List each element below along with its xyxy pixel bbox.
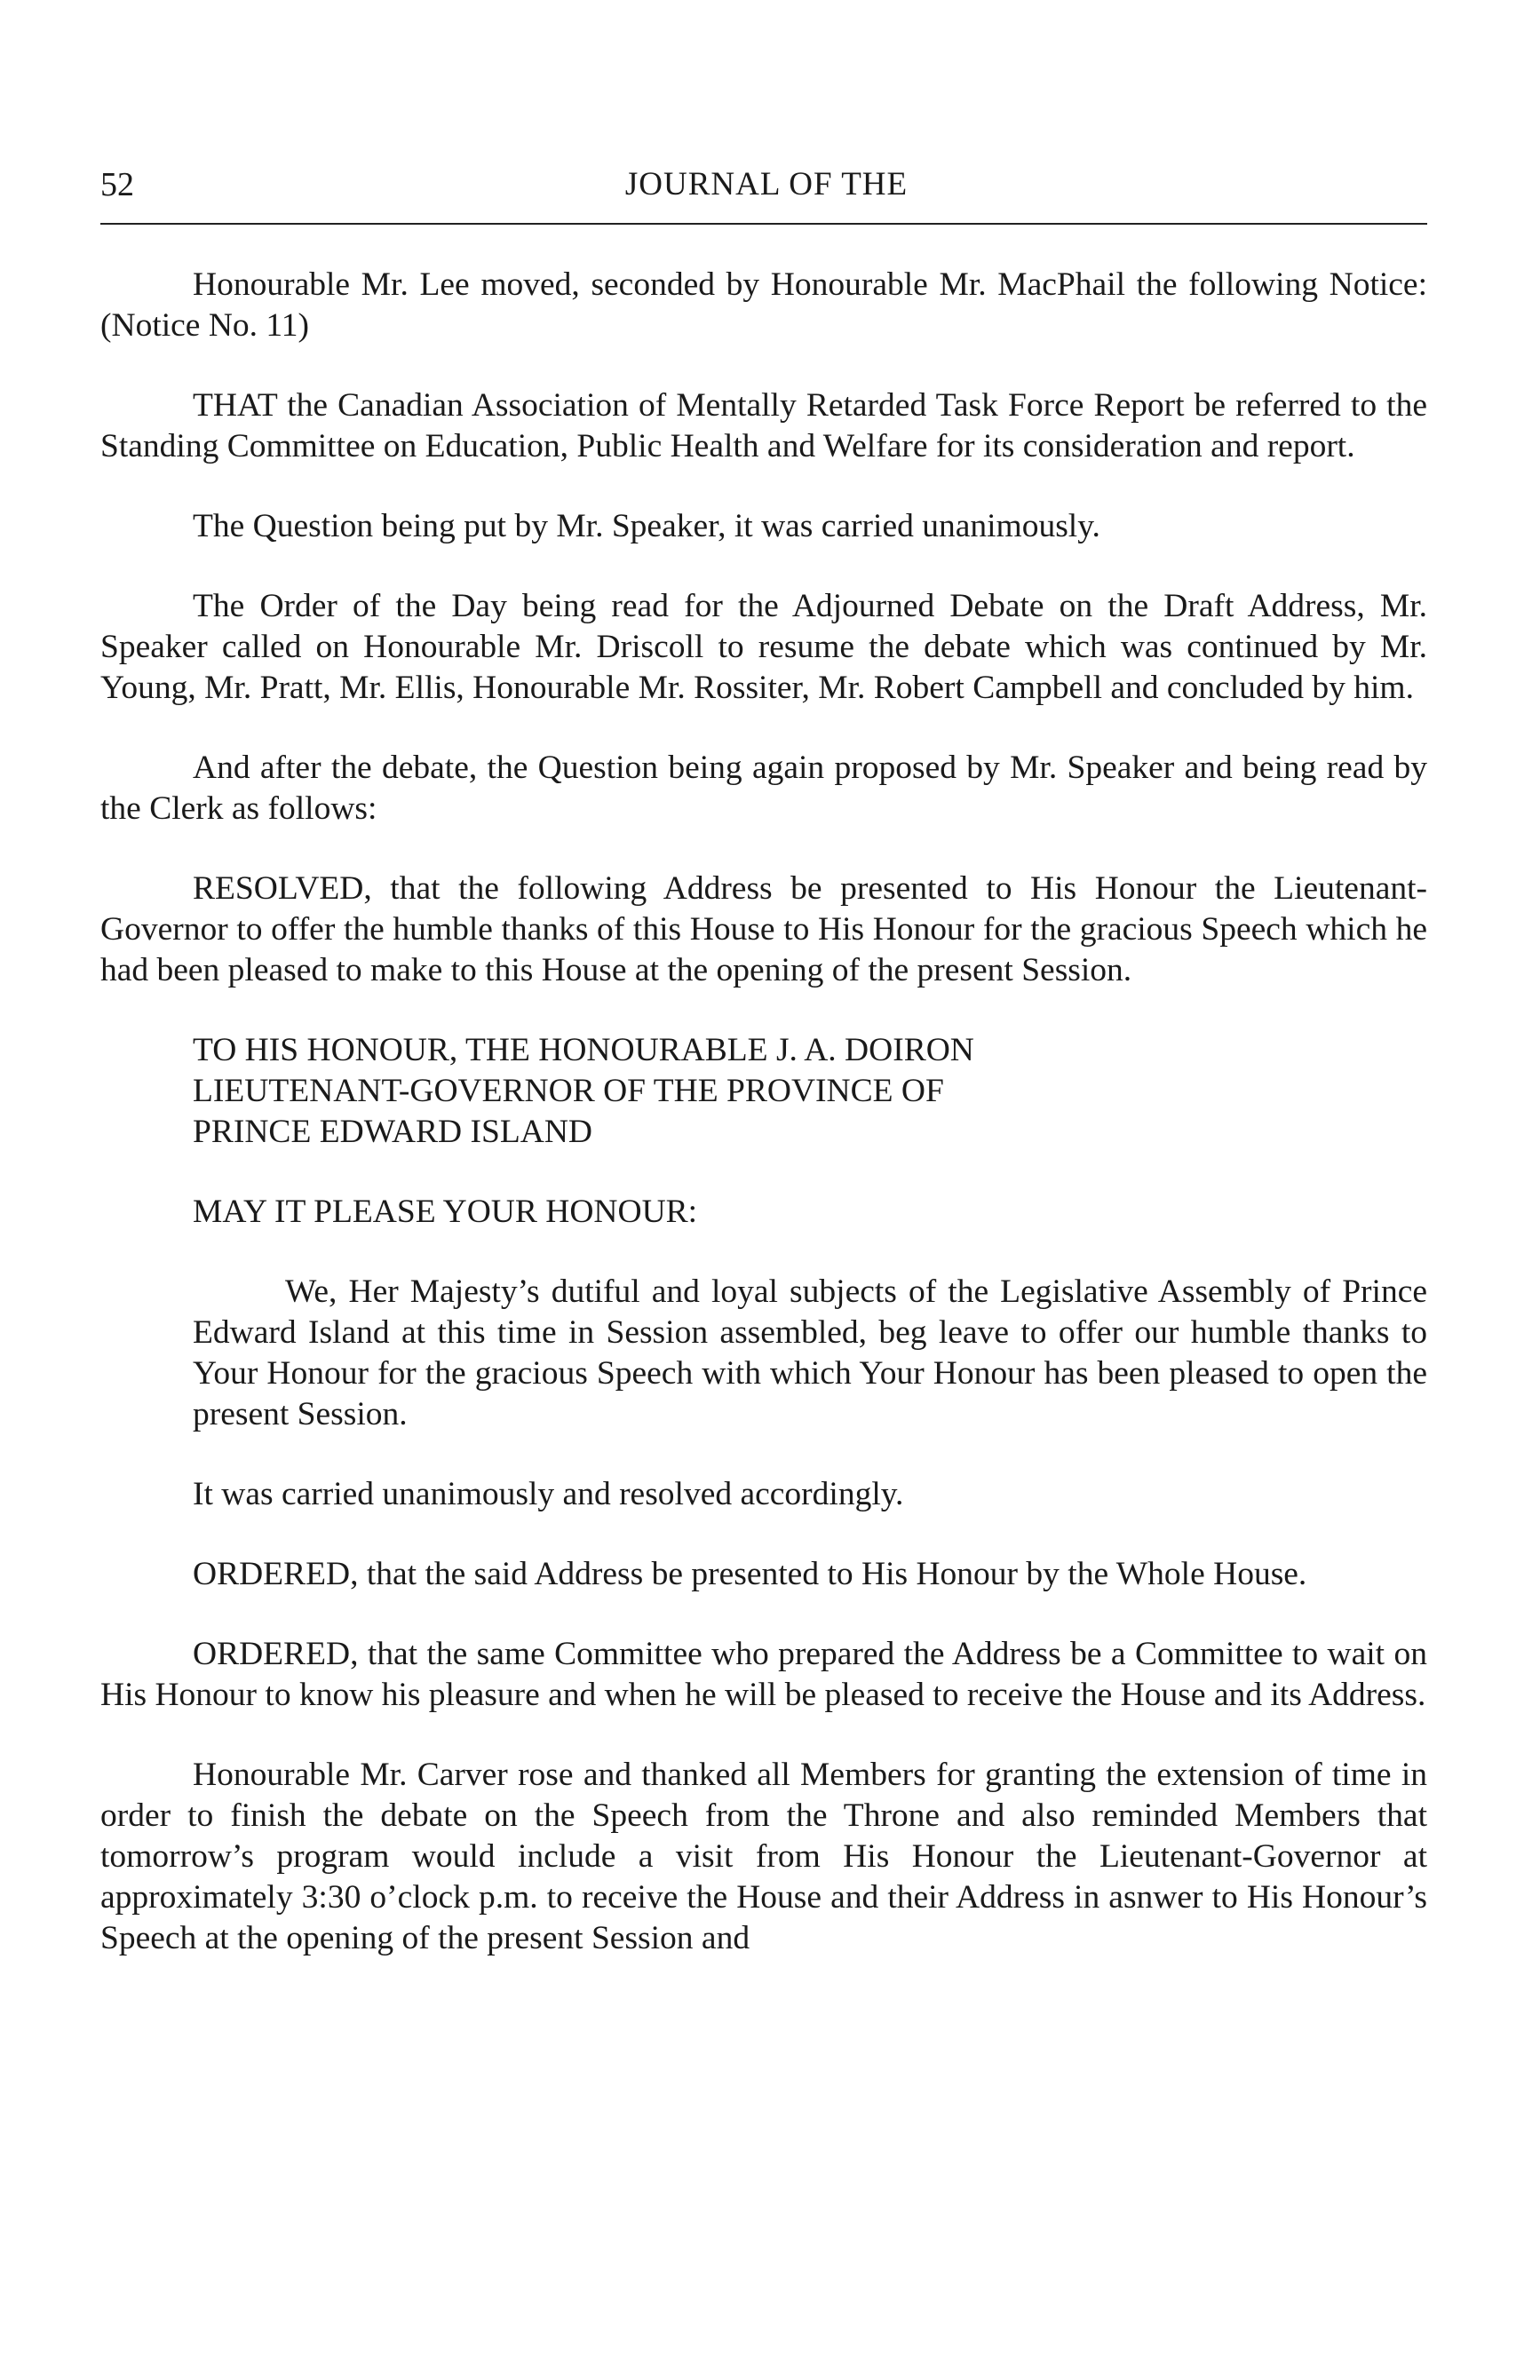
header-rule xyxy=(100,223,1427,225)
salutation: MAY IT PLEASE YOUR HONOUR: xyxy=(193,1194,698,1230)
ordered-committee-paragraph: ORDERED, that the same Committee who prepared the Address be a Committee to wait on His Honour to know his pleasure and when he will be pleased to receive the House and its Address. xyxy=(100,1636,1427,1713)
page-header xyxy=(100,158,1433,211)
motion-paragraph: THAT the Canadian Association of Mentally Retarded Task Force Report be referred to the Standing Committee on Education, Public Health and Welfare for its consideration and report. xyxy=(100,387,1427,464)
resolved-paragraph: RESOLVED, that the following Address be presented to His Honour the Lieutenant-Governor to offer the humble thanks of this House to His Honour for the gracious Speech which he had been pleased to make to this House at the opening of the present Session. xyxy=(100,870,1427,988)
journal-body xyxy=(100,265,1427,1998)
page-number: 52 xyxy=(100,166,134,203)
address-heading-line: PRINCE EDWARD ISLAND xyxy=(193,1114,592,1150)
notice-paragraph: Honourable Mr. Lee moved, seconded by Honourable Mr. MacPhail the following Notice: (Notice No. 11) xyxy=(100,266,1427,344)
ordered-paragraph: ORDERED, that the said Address be presented to His Honour by the Whole House. xyxy=(193,1556,1307,1592)
address-heading xyxy=(193,1030,1427,1153)
carried-paragraph: It was carried unanimously and resolved accordingly. xyxy=(193,1476,904,1512)
address-body-paragraph: We, Her Majesty’s dutiful and loyal subjects of the Legislative Assembly of Prince Edward Island at this time in Session assembled, beg leave to offer our humble thanks to Your Honour for the gracious Speech with which Your Honour has been pleased to open the present Session. xyxy=(193,1273,1427,1432)
running-head: JOURNAL OF THE xyxy=(624,166,909,202)
address-heading-line: LIEUTENANT-GOVERNOR OF THE PROVINCE OF xyxy=(193,1073,944,1109)
after-debate-paragraph: And after the debate, the Question being again proposed by Mr. Speaker and being read by the Clerk as follows: xyxy=(100,750,1427,827)
address-heading-line: TO HIS HONOUR, THE HONOURABLE J. A. DOIRON xyxy=(193,1032,974,1068)
carver-paragraph: Honourable Mr. Carver rose and thanked all Members for granting the extension of time in order to finish the debate on the Speech from the Throne and also reminded Members that tomorrow’s program would include a visit from His Honour the Lieutenant-Governor at approximately 3:30 o’clock p.m. to receive the House and their Address in asnwer to His Honour’s Speech at the opening of the present Session and xyxy=(100,1757,1427,1956)
order-of-day-paragraph: The Order of the Day being read for the Adjourned Debate on the Draft Address, Mr. Speaker called on Honourable Mr. Driscoll to resume the debate which was continued by Mr. Young, Mr. Pratt, Mr. Ellis, Honourable Mr. Rossiter, Mr. Robert Campbell and concluded by him. xyxy=(100,588,1427,706)
question-result-paragraph: The Question being put by Mr. Speaker, it was carried unanimously. xyxy=(193,508,1100,544)
